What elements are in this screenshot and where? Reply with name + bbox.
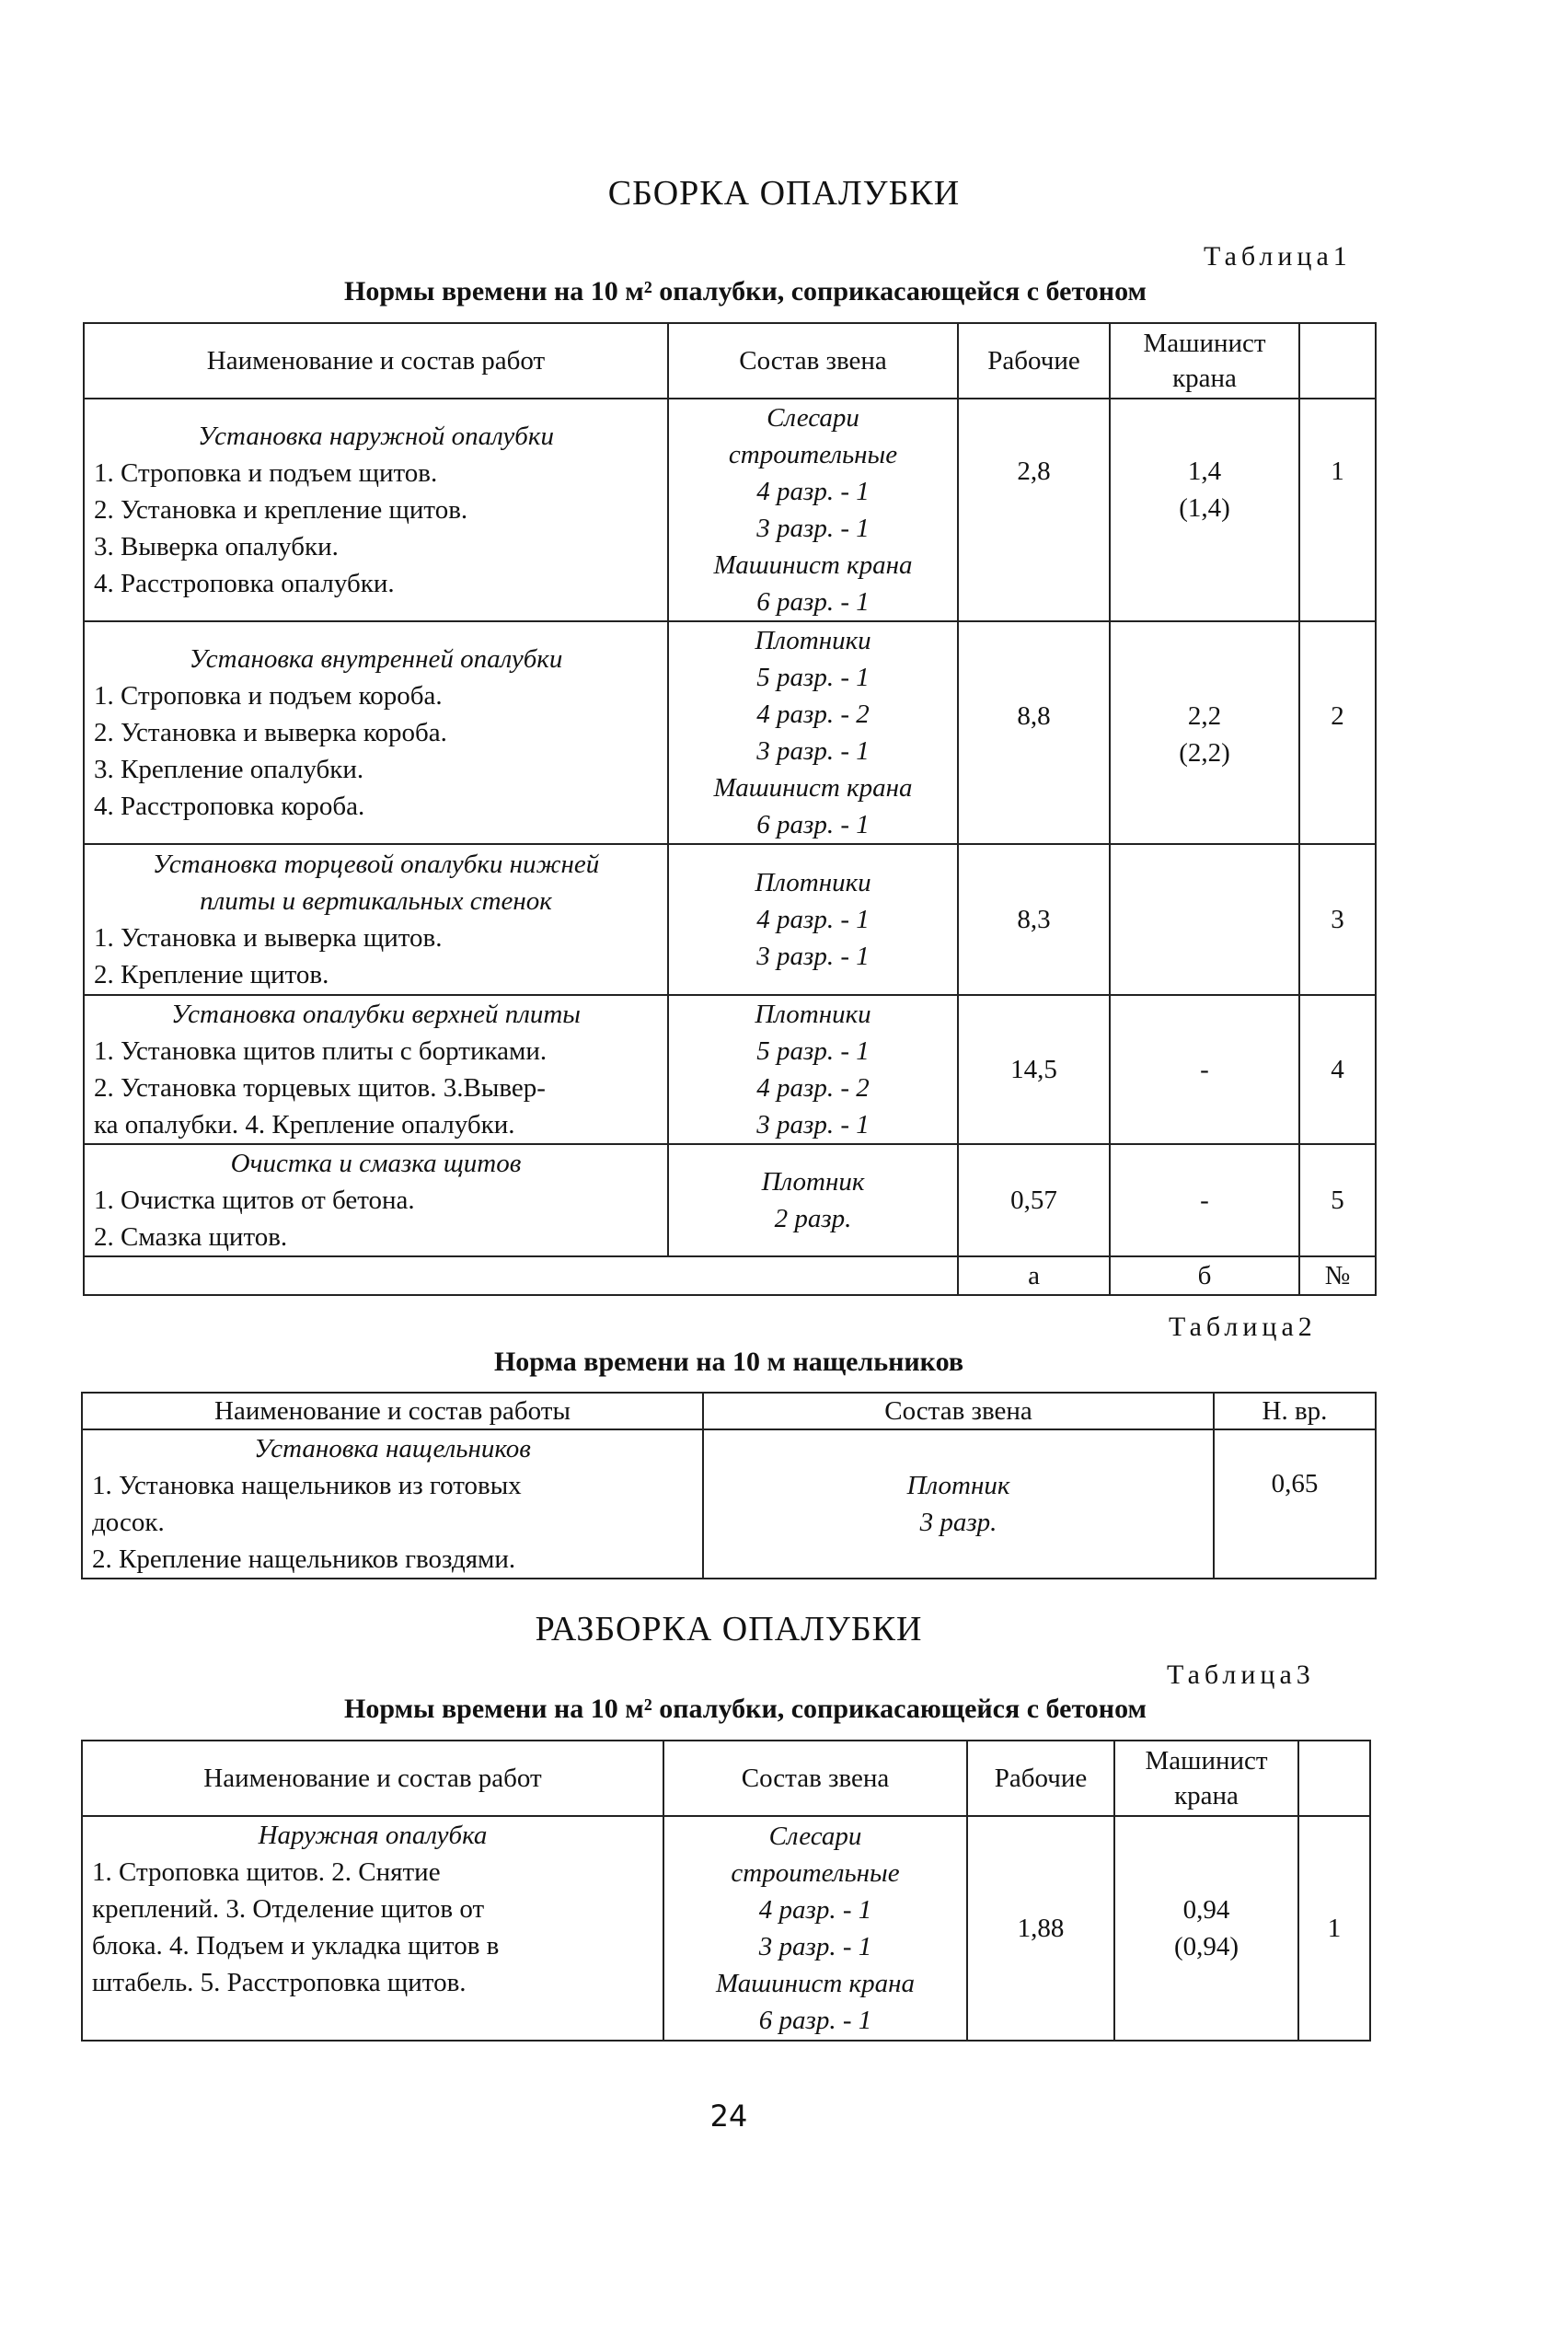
- table1-footer-row: [84, 1256, 1376, 1295]
- crew-line: 6 разр. - 1: [756, 810, 870, 839]
- crew-line: 4 разр. - 2: [756, 1073, 870, 1103]
- table3: [81, 1740, 1371, 2042]
- crane-value-alt: (2,2): [1179, 738, 1230, 768]
- table1-row1-no: 1: [1299, 399, 1376, 621]
- table1-header-crane: Машинист крана: [1110, 323, 1299, 399]
- work-step: 4. Расстроповка опалубки.: [94, 569, 395, 598]
- work-title: Наружная опалубка: [258, 1821, 488, 1850]
- table1-row2-crew: [668, 621, 958, 844]
- table3-header-crane: Машинист крана: [1114, 1741, 1298, 1816]
- work-step: 1. Установка и выверка щитов.: [94, 923, 443, 953]
- work-step: 3. Крепление опалубки.: [94, 755, 364, 784]
- table1-row4-crew: [668, 995, 958, 1144]
- crane-value: 2,2: [1187, 701, 1222, 731]
- work-step: 2. Установка и крепление щитов.: [94, 495, 468, 525]
- work-step: 1. Строповка и подъем щитов.: [94, 458, 438, 488]
- work-step: 1. Установка нащельников из готовых: [92, 1471, 522, 1500]
- table1-row2-work: [84, 621, 668, 844]
- crew-line: 4 разр. - 1: [756, 905, 870, 934]
- table1-row2-no: 2: [1299, 621, 1376, 844]
- table2-header-crew: Состав звена: [703, 1393, 1214, 1429]
- table3-row-crew: [663, 1816, 967, 2041]
- work-step: 2. Установка и выверка короба.: [94, 718, 447, 747]
- crew-line: 6 разр. - 1: [758, 2006, 872, 2035]
- table3-header-row: [82, 1741, 1370, 1816]
- crew-line: Плотники: [755, 868, 871, 897]
- work-step: 2. Крепление нащельников гвоздями.: [92, 1544, 516, 1574]
- table1-row4-crane: -: [1110, 995, 1299, 1144]
- crew-line: строительные: [728, 440, 898, 469]
- table-row: [84, 1144, 1376, 1256]
- work-title: Установка опалубки верхней плиты: [171, 1000, 581, 1029]
- table1-footer-no: №: [1299, 1256, 1376, 1295]
- table-row: [84, 844, 1376, 995]
- table-row: [84, 621, 1376, 844]
- section-title-assembly: СБОРКА ОПАЛУБКИ: [607, 174, 961, 213]
- table1-footer-a: а: [958, 1256, 1110, 1295]
- table2-label: Таблица2: [1169, 1312, 1317, 1342]
- table-row: [84, 995, 1376, 1144]
- crew-line: 3 разр. - 1: [756, 736, 870, 766]
- page-number: 24: [709, 2099, 748, 2134]
- crane-value: 0,94: [1182, 1895, 1230, 1925]
- table3-row-workers: 1,88: [967, 1816, 1114, 2041]
- table1-row2-crane: [1110, 621, 1299, 844]
- crew-line: 5 разр. - 1: [756, 1036, 870, 1066]
- table2-header-row: [82, 1393, 1376, 1429]
- work-step: 1. Очистка щитов от бетона.: [94, 1186, 415, 1215]
- table3-header-work: Наименование и состав работ: [82, 1741, 663, 1816]
- table3-header-no: [1298, 1741, 1370, 1816]
- table1-row1-crane: [1110, 399, 1299, 621]
- crew-line: Слесари: [768, 1822, 862, 1851]
- table1-row4-workers: 14,5: [958, 995, 1110, 1144]
- table1-row1-work: [84, 399, 668, 621]
- table1-header-work: Наименование и состав работ: [84, 323, 668, 399]
- crane-value: 1,4: [1187, 457, 1222, 486]
- table1-row3-work: [84, 844, 668, 995]
- table-row: [82, 1429, 1376, 1579]
- work-title: Очистка и смазка щитов: [230, 1149, 522, 1178]
- table3-row-no: 1: [1298, 1816, 1370, 2041]
- table-row: [84, 399, 1376, 621]
- crane-value-alt: (0,94): [1173, 1932, 1239, 1961]
- work-step: 4. Расстроповка короба.: [94, 792, 365, 821]
- table2-header-work: Наименование и состав работы: [82, 1393, 703, 1429]
- crew-line: 2 разр.: [774, 1204, 852, 1233]
- table1-row3-crew: [668, 844, 958, 995]
- table1-row3-workers: 8,3: [958, 844, 1110, 995]
- crew-line: строительные: [731, 1858, 900, 1888]
- table3-row-crane: [1114, 1816, 1298, 2041]
- table2-header-norm: Н. вр.: [1214, 1393, 1376, 1429]
- crew-line: Плотники: [755, 626, 871, 655]
- work-step: 2. Смазка щитов.: [94, 1222, 288, 1252]
- table1-header-crew: Состав звена: [668, 323, 958, 399]
- table2: [81, 1392, 1377, 1579]
- table-row: [82, 1816, 1370, 2041]
- table1-row5-work: [84, 1144, 668, 1256]
- crew-line: Машинист крана: [713, 773, 913, 803]
- crew-line: 3 разр. - 1: [758, 1932, 872, 1961]
- table1-row3-no: 3: [1299, 844, 1376, 995]
- crew-line: 4 разр. - 2: [756, 700, 870, 729]
- table1-row5-crane: -: [1110, 1144, 1299, 1256]
- crew-line: 3 разр. - 1: [756, 514, 870, 543]
- work-step: ка опалубки. 4. Крепление опалубки.: [94, 1110, 515, 1139]
- crew-line: Машинист крана: [713, 550, 913, 580]
- table2-row-work: [82, 1429, 703, 1579]
- table1-footer-b: б: [1110, 1256, 1299, 1295]
- table3-header-crew: Состав звена: [663, 1741, 967, 1816]
- work-title: Установка внутренней опалубки: [189, 644, 563, 674]
- table1-row1-workers: 2,8: [958, 399, 1110, 621]
- work-step: 3. Выверка опалубки.: [94, 532, 339, 561]
- table1-row4-no: 4: [1299, 995, 1376, 1144]
- table2-row-norm: 0,65: [1214, 1429, 1376, 1579]
- crew-line: Плотники: [755, 1000, 871, 1029]
- work-step: 2. Установка торцевых щитов. 3.Вывер-: [94, 1073, 546, 1103]
- work-title: Установка торцевой опалубки нижней плиты и вертикальных стенок: [152, 850, 600, 916]
- crew-line: 4 разр. - 1: [756, 477, 870, 506]
- crew-line: 3 разр. - 1: [756, 942, 870, 971]
- table3-row-work: [82, 1816, 663, 2041]
- work-step: 1. Строповка и подъем короба.: [94, 681, 443, 711]
- section-title-disassembly: РАЗБОРКА ОПАЛУБКИ: [535, 1610, 923, 1648]
- crew-line: 3 разр.: [919, 1508, 997, 1537]
- work-step: досок.: [92, 1508, 165, 1537]
- table1-caption: Нормы времени на 10 м² опалубки, соприкасающейся с бетоном: [344, 276, 1147, 307]
- work-title: Установка нащельников: [254, 1434, 531, 1463]
- crew-line: 4 разр. - 1: [758, 1895, 872, 1925]
- work-step: блока. 4. Подъем и укладка щитов в: [92, 1931, 500, 1961]
- crew-line: 3 разр. - 1: [756, 1110, 870, 1139]
- work-title: Установка наружной опалубки: [198, 422, 554, 451]
- table2-row-crew: [703, 1429, 1214, 1579]
- work-step: 1. Строповка щитов. 2. Снятие: [92, 1857, 441, 1887]
- table1-header-no: [1299, 323, 1376, 399]
- crew-line: Плотник: [906, 1471, 1010, 1500]
- table1: [83, 322, 1377, 1296]
- crew-line: Машинист крана: [715, 1969, 916, 1998]
- crane-value-alt: (1,4): [1179, 493, 1230, 523]
- table1-header-workers: Рабочие: [958, 323, 1110, 399]
- crew-line: Слесари: [767, 403, 859, 433]
- table2-caption: Норма времени на 10 м нащельников: [493, 1347, 964, 1377]
- work-step: креплений. 3. Отделение щитов от: [92, 1894, 485, 1924]
- table1-label: Таблица1: [1204, 241, 1352, 272]
- table3-caption: Нормы времени на 10 м² опалубки, соприкасающейся с бетоном: [344, 1694, 1147, 1724]
- table1-row5-crew: [668, 1144, 958, 1256]
- table3-header-workers: Рабочие: [967, 1741, 1114, 1816]
- crew-line: Плотник: [761, 1167, 865, 1197]
- table1-row4-work: [84, 995, 668, 1144]
- table1-row2-workers: 8,8: [958, 621, 1110, 844]
- table1-row3-crane: [1110, 844, 1299, 995]
- work-step: 2. Крепление щитов.: [94, 960, 329, 989]
- table1-footer-blank: [84, 1256, 958, 1295]
- work-step: штабель. 5. Расстроповка щитов.: [92, 1968, 467, 1997]
- crew-line: 5 разр. - 1: [756, 663, 870, 692]
- work-step: 1. Установка щитов плиты с бортиками.: [94, 1036, 548, 1066]
- table3-label: Таблица3: [1167, 1660, 1315, 1690]
- crew-line: 6 разр. - 1: [756, 587, 870, 617]
- table1-row1-crew: [668, 399, 958, 621]
- table1-header-row: [84, 323, 1376, 399]
- table1-row5-workers: 0,57: [958, 1144, 1110, 1256]
- table1-row5-no: 5: [1299, 1144, 1376, 1256]
